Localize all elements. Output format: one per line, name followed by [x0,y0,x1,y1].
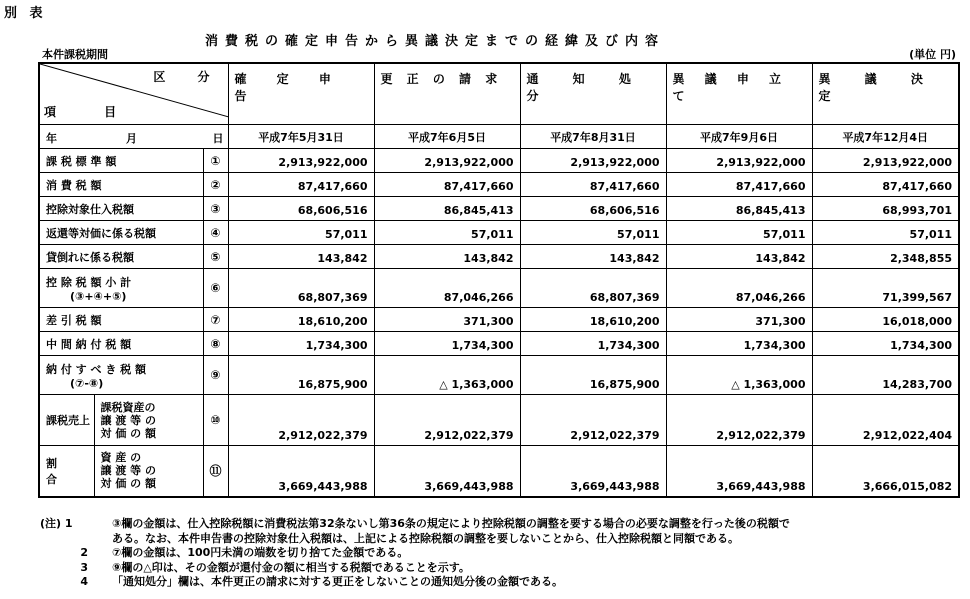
row-value: 2,348,855 [812,245,959,269]
footnote-3-text: ⑨欄の△印は、その金額が還付金の額に相当する税額であることを示す。 [112,560,470,574]
row-value: 18,610,200 [228,308,374,332]
row11-right-label [94,446,203,497]
row-label [39,221,203,245]
row-value: 143,842 [374,245,520,269]
row-number: ⑤ [203,245,228,269]
row10-value: 2,912,022,379 [520,395,666,446]
row-value: 143,842 [228,245,374,269]
row-label [39,308,203,332]
footnote-4 [40,575,790,590]
date-label-day: 日 [212,132,224,145]
row-label [39,173,203,197]
tax-history-table [38,62,960,498]
row-value: 68,807,369 [228,269,374,308]
row-number: ⑨ [203,356,228,395]
row-value: 57,011 [374,221,520,245]
row10-right-label [94,395,203,446]
date-igi-kettei: 平成7年12月4日 [812,125,959,149]
row-value: 1,734,300 [520,332,666,356]
date-label-year: 年 [46,132,57,145]
row-label-text: 中 間 納 付 税 額 [46,337,132,351]
row-value: 87,417,660 [228,173,374,197]
row-value: 87,417,660 [520,173,666,197]
row-value: 16,018,000 [812,308,959,332]
footnote-4-number: 4 [80,575,88,588]
row-value: 14,283,700 [812,356,959,395]
row-number: ④ [203,221,228,245]
table-row [39,197,959,221]
row-value: 68,807,369 [520,269,666,308]
row-value: 87,046,266 [666,269,812,308]
row10-number: ⑩ [203,395,228,446]
row-label-formula: (⑦-⑧) [70,376,104,390]
table-row [39,356,959,395]
row11-right-line1: 資 産 の [100,451,142,465]
page-title: 消費税の確定申告から異議決定までの経緯及び内容 [205,34,666,49]
row-label [39,356,203,395]
corner-cell [39,63,228,125]
row-number: ⑥ [203,269,228,308]
row11-right-line3: 対 価 の 額 [100,477,156,491]
corner-top-label: 区 分 [153,70,224,84]
date-label-cell [39,125,228,149]
row-value: 86,845,413 [666,197,812,221]
col-header-kousei: 更 正 の 請 求 [374,63,520,125]
date-kakutei: 平成7年5月31日 [228,125,374,149]
col-header-kakutei: 確 定 申 告 [228,63,374,125]
row-value: 57,011 [520,221,666,245]
row11-value: 3,669,443,988 [374,446,520,497]
row-value: 86,845,413 [374,197,520,221]
row-value: 57,011 [228,221,374,245]
row-label [39,149,203,173]
row10-right-line1: 課税資産の [100,400,156,414]
row-value: 57,011 [666,221,812,245]
date-tsuchi: 平成7年8月31日 [520,125,666,149]
row-value: 87,417,660 [374,173,520,197]
row-value: 371,300 [666,308,812,332]
footnote-prefix: (注) 1 [40,517,73,530]
row-value: 1,734,300 [812,332,959,356]
table-row [39,395,959,446]
row-value: 2,913,922,000 [666,149,812,173]
row-label-text: 控 除 税 額 小 計 [46,275,132,289]
footnote-2-text: ⑦欄の金額は、100円未満の端数を切り捨てた金額である。 [112,546,409,559]
row-value: 68,993,701 [812,197,959,221]
date-row [39,125,959,149]
data-rows [39,149,959,395]
row11-value: 3,669,443,988 [228,446,374,497]
row-label [39,245,203,269]
date-label-month: 月 [126,132,137,145]
footnote-1-text-a: ③欄の金額は、仕入控除税額に消費税法第32条ないし第36条の規定により控除税額の調整を要する場合の必要な調整を行った後の税額で [112,517,790,530]
row-value: 2,913,922,000 [520,149,666,173]
table-row [39,221,959,245]
appendix-label: 別 表 [4,6,47,21]
row10-right-line3: 対 価 の 額 [100,426,156,440]
footnote-4-text: 「通知処分」欄は、本件更正の請求に対する更正をしないことの通知処分後の金額である。 [112,575,563,588]
row11-value: 3,666,015,082 [812,446,959,497]
col-header-tsuchi: 通 知 処 分 [520,63,666,125]
table-row [39,308,959,332]
table-row [39,446,959,497]
row-label-formula: (③+④+⑤) [70,289,127,303]
column-header-row [39,63,959,125]
table-row [39,173,959,197]
row-label [39,332,203,356]
row-number: ③ [203,197,228,221]
row10-value: 2,912,022,379 [228,395,374,446]
row-value: 1,734,300 [374,332,520,356]
footnote-3 [40,561,790,576]
row10-right-line2: 譲 渡 等 の [100,413,156,427]
row-value: 2,913,922,000 [374,149,520,173]
footnote-3-number: 3 [80,560,88,574]
row-value: 371,300 [374,308,520,332]
row11-left-label: 割 合 [39,446,94,497]
table-row [39,245,959,269]
row-label-text: 控除対象仕入税額 [46,202,134,216]
row-value: 1,734,300 [666,332,812,356]
period-label: 本件課税期間 [42,48,108,61]
row-value: △ 1,363,000 [374,356,520,395]
row-value: 68,606,516 [228,197,374,221]
col-header-igi-moushitate: 異 議 申 立 て [666,63,812,125]
footnote-2-number: 2 [80,546,88,559]
row-value: 68,606,516 [520,197,666,221]
row10-value: 2,912,022,379 [666,395,812,446]
row-value: △ 1,363,000 [666,356,812,395]
col-header-igi-kettei: 異 議 決 定 [812,63,959,125]
row-value: 1,734,300 [228,332,374,356]
row-label-text: 納 付 す べ き 税 額 [46,362,146,376]
corner-bottom-label: 項 目 [44,105,139,119]
row-value: 87,417,660 [812,173,959,197]
row-label-text: 消 費 税 額 [46,178,102,192]
footnote-1a [40,517,790,532]
row-value: 2,913,922,000 [812,149,959,173]
row11-right-line2: 譲 渡 等 の [100,464,156,478]
unit-label: (単位 円) [909,48,956,61]
row-value: 18,610,200 [520,308,666,332]
row-value: 2,913,922,000 [228,149,374,173]
row-value: 143,842 [520,245,666,269]
row-label-text: 返還等対価に係る税額 [46,226,156,240]
row-value: 16,875,900 [228,356,374,395]
row-label-text: 課 税 標 準 額 [46,154,117,168]
row-value: 57,011 [812,221,959,245]
row-label-text: 差 引 税 額 [46,313,102,327]
row-value: 143,842 [666,245,812,269]
table-row [39,332,959,356]
row-value: 16,875,900 [520,356,666,395]
row-label-text: 貸倒れに係る税額 [46,250,134,264]
row10-left-label: 課税売上 [39,395,94,446]
row10-value: 2,912,022,379 [374,395,520,446]
table-row [39,149,959,173]
row-value: 87,417,660 [666,173,812,197]
row11-number: ⑪ [203,446,228,497]
footnote-1-text-b: ある。なお、本件申告書の控除対象仕入税額は、上記による控除税額の調整を要しないことから、仕入控除税額と同額である。 [112,531,739,545]
footnotes [40,517,790,590]
footnote-1b [40,532,790,547]
row11-value: 3,669,443,988 [666,446,812,497]
row-number: ② [203,173,228,197]
date-igi-moushitate: 平成7年9月6日 [666,125,812,149]
row10-value: 2,912,022,404 [812,395,959,446]
row-number: ⑧ [203,332,228,356]
row-value: 71,399,567 [812,269,959,308]
footnote-2 [40,546,790,561]
row-number: ⑦ [203,308,228,332]
row11-value: 3,669,443,988 [520,446,666,497]
row-value: 87,046,266 [374,269,520,308]
row-label [39,197,203,221]
row-label [39,269,203,308]
table-row [39,269,959,308]
date-kousei: 平成7年6月5日 [374,125,520,149]
row-number: ① [203,149,228,173]
